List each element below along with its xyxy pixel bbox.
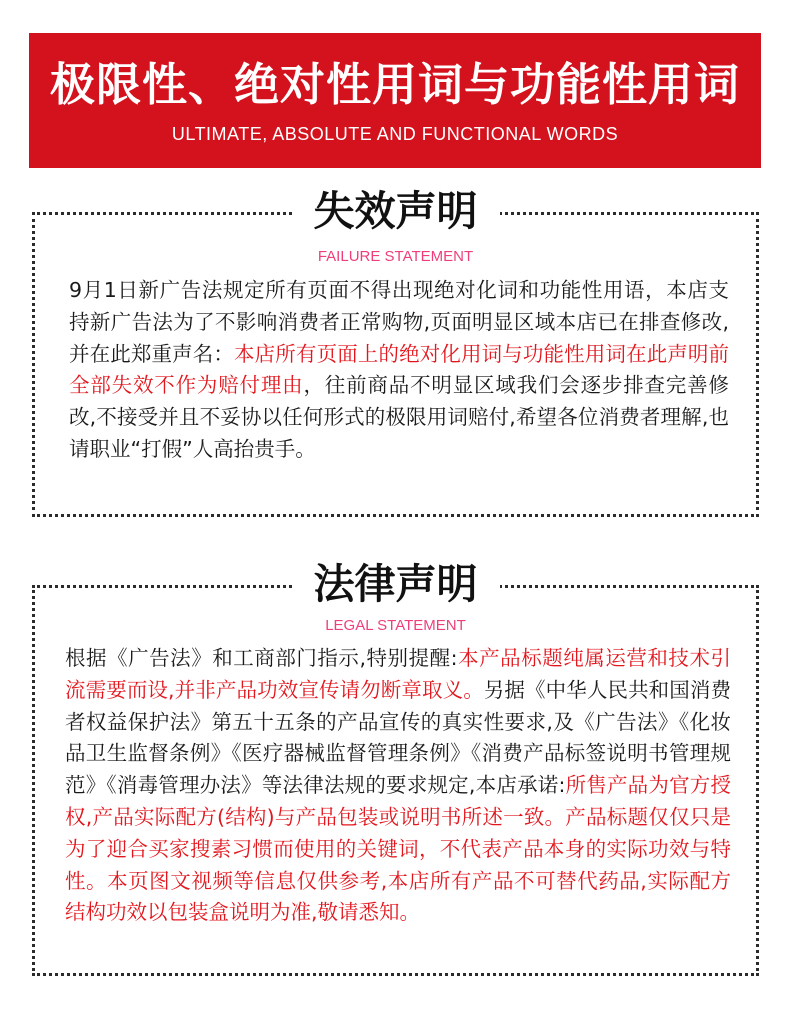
legal-text-highlight-2: 所售产品为官方授权,产品实际配方(结构)与产品包装或说明书所述一致。产品标题仅仅只是为了迎合买家搜素习惯而使用的关键词，不代表产品本身的实际功效与特性。本页图文视频等信息仅供参考,本店所有产品不可替代药品,实际配方结构功效以包装盒说明为准,敬请悉知。	[65, 773, 732, 925]
legal-statement-header	[35, 561, 756, 607]
legal-statement-section	[32, 560, 759, 976]
failure-statement-header	[35, 188, 756, 234]
legal-statement-subtitle: LEGAL STATEMENT	[325, 617, 466, 634]
legal-text-highlight-1: 本产品标题纯属运营和技术引流需要而设,并非产品功效宣传请勿断章取义。	[65, 646, 731, 702]
failure-text-part1: 9月1日新广告法规定所有页面不得出现绝对化词和功能性用语，本店支持新广告法为了不影响消费者正常购物,页面明显区域本店已在排查修改,并在此郑重声名：	[69, 278, 729, 366]
header-banner	[29, 33, 761, 168]
failure-statement-title: 失效声明	[292, 188, 500, 234]
failure-statement-subtitle: FAILURE STATEMENT	[317, 248, 474, 265]
banner-title: 极限性、绝对性用词与功能性用词	[49, 58, 740, 111]
failure-text-highlight: 本店所有页面上的绝对化用词与功能性用词在此声明前全部失效不作为赔付理由	[69, 341, 730, 398]
legal-text-part3: 另据《中华人民共和国消费者权益保护法》第五十五条的产品宣传的真实性要求,及《广告法》《化妆品卫生监督条例》《医疗器械监督管理条例》《消费产品标签说明书管理规范》《消毒管理办法》等法律法规的要求规定,本店承诺:	[65, 677, 732, 798]
failure-statement-section	[32, 187, 759, 517]
legal-statement-title: 法律声明	[292, 561, 500, 607]
legal-statement-body	[65, 643, 731, 929]
failure-statement-body	[69, 275, 729, 466]
legal-text-part1: 根据《广告法》和工商部门指示,特别提醒:	[65, 646, 458, 670]
failure-text-part3: ，往前商品不明显区域我们会逐步排查完善修改,不接受并且不妥协以任何形式的极限用词赔付,希望各位消费者理解,也请职业“打假”人高抬贵手。	[69, 373, 729, 461]
banner-subtitle: ULTIMATE, ABSOLUTE AND FUNCTIONAL WORDS	[171, 124, 619, 144]
